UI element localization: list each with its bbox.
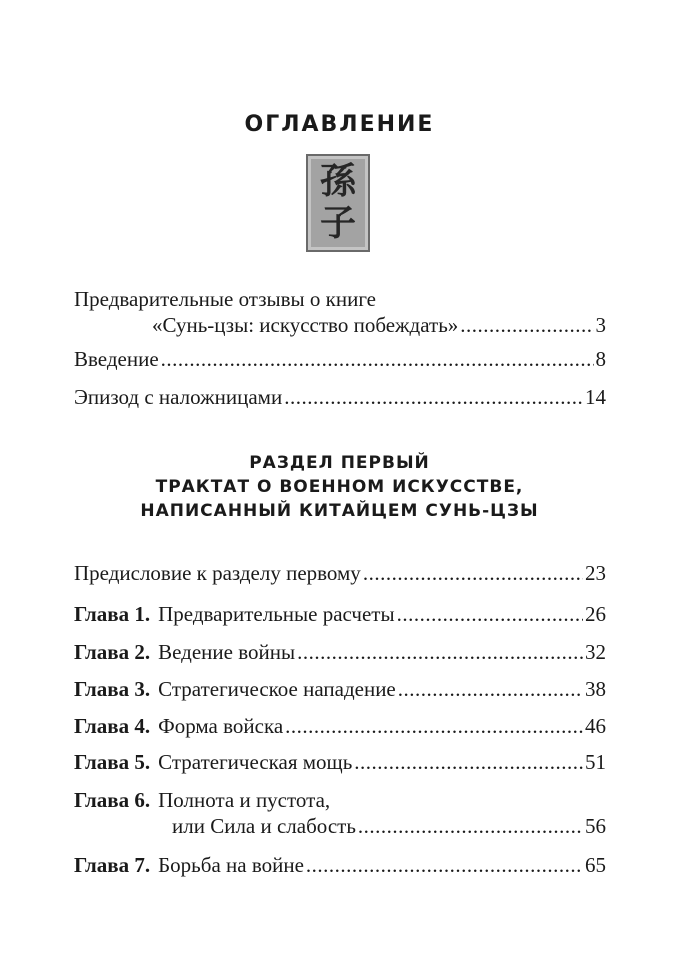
toc-entry-title: Предварительные расчеты — [158, 602, 395, 626]
toc-entry-chapter-5[interactable] — [74, 749, 606, 775]
dot-leader — [297, 639, 583, 665]
dot-leader — [358, 813, 583, 839]
dot-leader — [460, 312, 593, 338]
dot-leader — [306, 852, 583, 878]
toc-entry-title: Стратегическое нападение — [158, 677, 396, 701]
toc-entry-chapter-6-line1 — [74, 787, 330, 813]
dot-leader — [161, 346, 594, 372]
toc-entry-title: Эпизод с наложницами — [74, 385, 283, 409]
toc-page-number: 51 — [585, 750, 606, 774]
toc-page-number: 26 — [585, 602, 606, 626]
toc-entry-chapter-1[interactable] — [74, 601, 606, 627]
toc-entry-chapter-2[interactable] — [74, 639, 606, 665]
toc-page-number: 38 — [585, 677, 606, 701]
toc-page-number: 46 — [585, 714, 606, 738]
dot-leader — [354, 749, 583, 775]
section-title-line1: ТРАКТАТ О ВОЕННОМ ИСКУССТВЕ, — [155, 477, 524, 497]
toc-entry-chapter-4[interactable] — [74, 713, 606, 739]
seal-character-sun: 孫 — [319, 161, 356, 202]
toc-entry-title: Стратегическая мощь — [158, 750, 353, 774]
seal-character-zi: 子 — [319, 203, 356, 244]
toc-entry-title: «Сунь-цзы: искусство побеждать» — [152, 313, 459, 337]
toc-entry-chapter-6[interactable] — [172, 813, 606, 839]
chapter-label: Глава 1. — [74, 602, 151, 626]
toc-entry-title-line1: Полнота и пустота, — [158, 788, 331, 812]
sun-tzu-seal — [306, 154, 370, 252]
toc-page-number: 65 — [585, 853, 606, 877]
chapter-label: Глава 7. — [74, 853, 151, 877]
toc-entry-title: или Сила и слабость — [172, 814, 356, 838]
toc-page-number: 14 — [585, 385, 606, 409]
toc-page-number: 3 — [595, 313, 606, 337]
chapter-label: Глава 3. — [74, 677, 151, 701]
dot-leader — [285, 713, 583, 739]
chapter-label: Глава 4. — [74, 714, 151, 738]
chapter-label: Глава 2. — [74, 640, 151, 664]
toc-entry-concubines-episode[interactable] — [74, 384, 606, 410]
dot-leader — [398, 676, 583, 702]
dot-leader — [284, 384, 583, 410]
toc-page-number: 56 — [585, 814, 606, 838]
toc-entry-introduction[interactable] — [74, 346, 606, 372]
chapter-label: Глава 6. — [74, 788, 151, 812]
toc-entry-title: Введение — [74, 347, 159, 371]
section-title-line2: НАПИСАННЫЙ КИТАЙЦЕМ СУНЬ-ЦЗЫ — [140, 501, 539, 521]
toc-entry-title: Борьба на войне — [158, 853, 304, 877]
toc-page-number: 23 — [585, 561, 606, 585]
toc-entry-title: Форма войска — [158, 714, 284, 738]
toc-entry-reviews[interactable] — [152, 312, 606, 338]
toc-entry-chapter-3[interactable] — [74, 676, 606, 702]
toc-page-number: 8 — [595, 347, 606, 371]
section-label: РАЗДЕЛ ПЕРВЫЙ — [249, 453, 430, 473]
page-title: ОГЛАВЛЕНИЕ — [244, 112, 435, 137]
toc-page-number: 32 — [585, 640, 606, 664]
toc-entry-reviews-line1: Предварительные отзывы о книге — [74, 287, 376, 311]
dot-leader — [397, 601, 583, 627]
toc-entry-title: Ведение войны — [158, 640, 296, 664]
toc-entry-chapter-7[interactable] — [74, 852, 606, 878]
chapter-label: Глава 5. — [74, 750, 151, 774]
toc-entry-title: Предисловие к разделу первому — [74, 561, 361, 585]
dot-leader — [363, 560, 583, 586]
toc-entry-preface[interactable] — [74, 560, 606, 586]
